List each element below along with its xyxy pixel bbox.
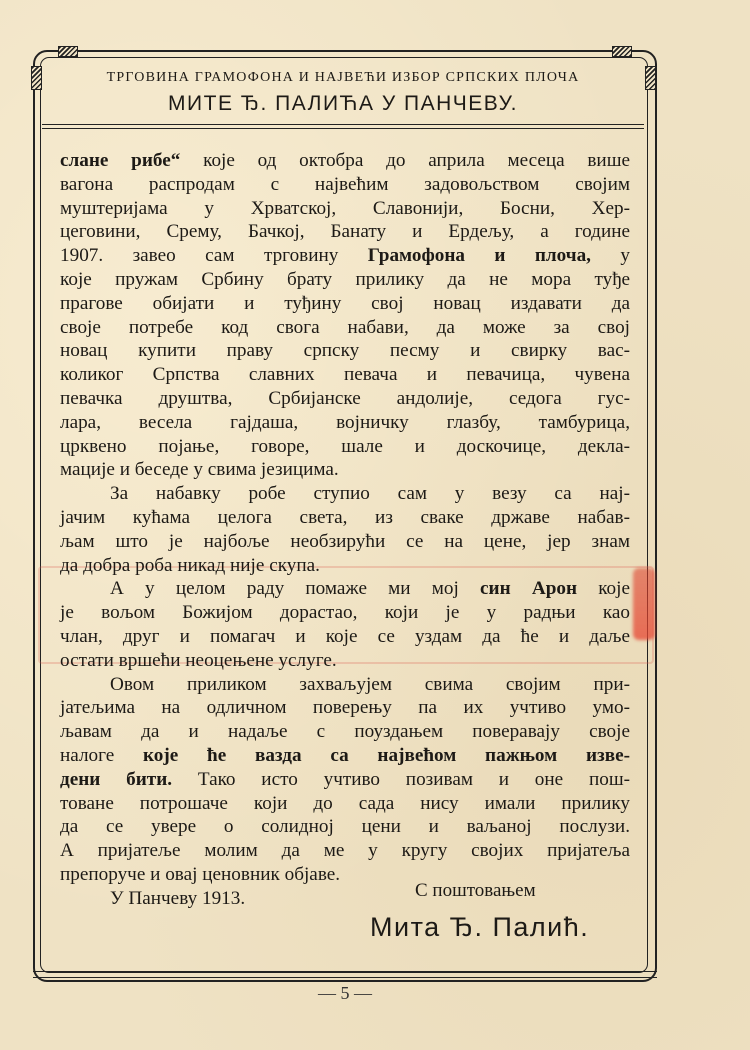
text-run: јатељима на одличном поверењу па их учтиво умо- [60, 697, 630, 719]
text-run: новац купити праву српску песму и свирку вас- [60, 340, 630, 362]
signoff: С поштовањем [415, 880, 536, 901]
text-run: да добра роба никад није скупа. [60, 554, 320, 576]
header-subtitle: ТРГОВИНА ГРАМОФОНА И НАЈВЕЋИ ИЗБОР СРПСКИХ ПЛОЧА [106, 70, 580, 85]
text-run: За набавку робе ступио сам у везу са нај- [110, 483, 630, 505]
text-line [60, 839, 630, 863]
bold-text: слане рибе“ [60, 150, 181, 171]
text-line [60, 815, 630, 839]
text-line [60, 792, 630, 816]
text-run: црквено појање, говоре, шале и доскочице, декла- [60, 435, 630, 457]
text-run: А у целом раду помаже ми мој [110, 578, 481, 600]
date-line: У Панчеву 1913. [110, 887, 246, 909]
page-number: — 5 — [318, 983, 372, 1003]
text-line [60, 768, 630, 792]
bold-text: које ће вазда са највећом пажњом изве- [143, 744, 630, 766]
text-line [60, 506, 630, 530]
letter-body [60, 149, 630, 911]
text-line [60, 649, 630, 673]
header-divider [42, 124, 644, 129]
text-line [60, 601, 630, 625]
text-line [60, 625, 630, 649]
text-line [60, 387, 630, 411]
text-line [60, 411, 630, 435]
text-run: је вољом Божијом дорастао, који је у радњи као [60, 602, 630, 624]
bold-text: дени бити. [60, 768, 173, 790]
text-run: цеговини, Срему, Бачкој, Банату и Ердељу, а године [60, 221, 630, 243]
text-line [60, 554, 630, 578]
frame-bottom-rule [33, 971, 657, 978]
text-line [60, 149, 630, 173]
text-line [60, 720, 630, 744]
text-run: љавам да и надаље с поуздањем поверавају своје [60, 721, 630, 743]
corner-ornament-icon [612, 46, 632, 57]
text-line [60, 220, 630, 244]
header-title: МИТЕ Ђ. ПАЛИЋА У ПАНЧЕВУ. [168, 92, 518, 115]
bold-text: Грамофона и плоча, [367, 245, 591, 267]
signature: Мита Ђ. Палић. [370, 912, 590, 942]
text-run: препоруче и овај ценовник објаве. [60, 863, 341, 885]
text-run: муштеријама у Хрватској, Славонији, Босни, Хер- [60, 197, 630, 219]
text-line [60, 530, 630, 554]
text-line [60, 435, 630, 459]
text-run: А пријатеље молим да ме у кругу својих пријатеља [60, 840, 630, 862]
text-run: које од октобра до априла месеца више [180, 150, 630, 171]
text-run: остати вршећи неоцењене услуге. [60, 649, 337, 671]
text-line [60, 292, 630, 316]
text-line [60, 482, 630, 506]
text-line [60, 197, 630, 221]
text-line [60, 673, 630, 697]
text-line [60, 744, 630, 768]
text-line [60, 577, 630, 601]
text-run: у [590, 245, 630, 267]
text-line [60, 863, 630, 887]
text-line [60, 696, 630, 720]
text-line [60, 458, 630, 482]
text-line [60, 316, 630, 340]
text-run: коликог Српства славних певача и певачица, чувена [60, 364, 630, 386]
text-run: вагона распродам с највећим задовољством својим [60, 173, 630, 195]
text-line [60, 363, 630, 387]
corner-ornament-icon [645, 66, 656, 90]
bold-text: син Арон [480, 578, 578, 600]
text-run: 1907. завео сам трговину [60, 245, 368, 267]
text-line [60, 244, 630, 268]
text-run: да се увере о солидној цени и ваљаној послузи. [60, 816, 630, 838]
text-run: јачим кућама целога света, из сваке државе набав- [60, 506, 630, 528]
text-run: Овом приликом захваљујем свима својим при- [110, 673, 630, 695]
corner-ornament-icon [58, 46, 78, 57]
text-line [60, 173, 630, 197]
text-run: своје потребе код свога набави, да може за свој [60, 316, 630, 338]
text-run: товане потрошаче који до сада нису имали прилику [60, 792, 630, 814]
text-run: налоге [60, 744, 143, 766]
text-run: лара, весела гајдаша, војничку глазбу, тамбурица, [60, 411, 630, 433]
text-run: певачка друштва, Србијанске андолије, седога гус- [60, 387, 630, 409]
text-run: које [577, 578, 630, 600]
text-run: мације и беседе у свима језицима. [60, 459, 339, 481]
text-run: члан, друг и помагач и које се уздам да ће и даље [60, 625, 630, 647]
text-line [60, 268, 630, 292]
red-pencil-stroke [633, 568, 655, 640]
text-run: које пружам Србину брату прилику да не мора туђе [60, 268, 630, 290]
text-run: прагове обијати и туђину свој новац издавати да [60, 292, 630, 314]
text-run: љам што је најбоље необзирући се на цене, јер знам [60, 530, 630, 552]
text-line [60, 339, 630, 363]
text-run: Тако исто учтиво позивам и оне пош- [172, 768, 630, 790]
